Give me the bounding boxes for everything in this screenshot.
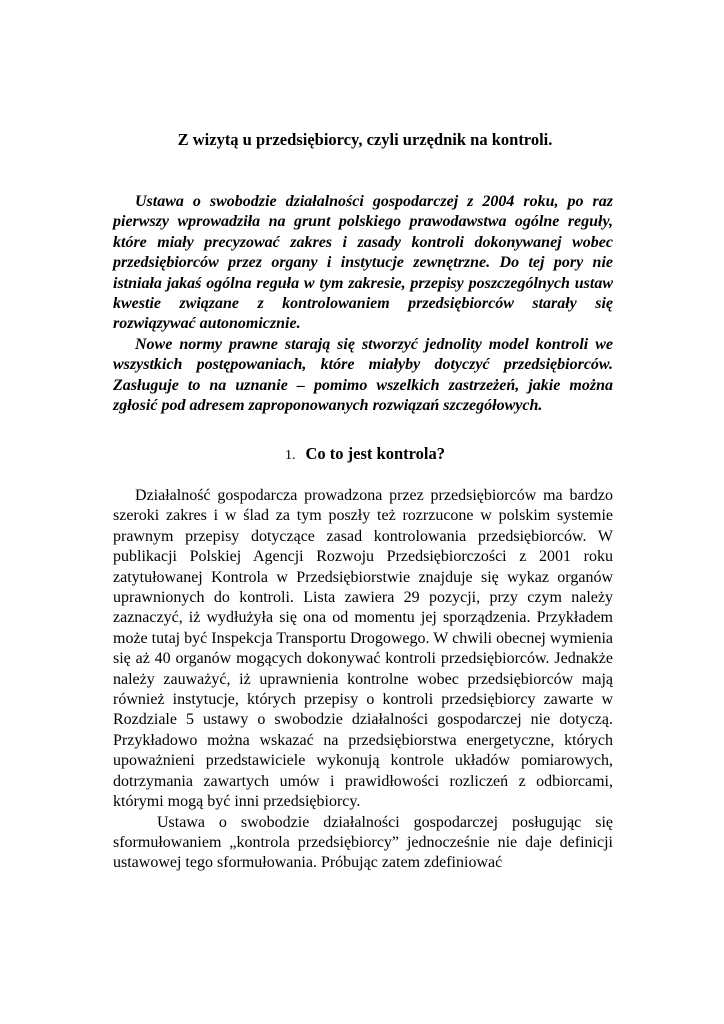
section-heading xyxy=(100,444,630,466)
intro-paragraph-2: Nowe normy prawne starają się stworzyć jednolity model kontroli we wszystkich postępowaniach, które miałyby dotyczyć przedsiębiorców. Zasługuje to na uznanie – pomimo wszelkich zastrzeżeń, jakie można zgłosić pod adresem zaproponowanych rozwiązań szczegółowych. xyxy=(113,335,613,415)
body-section xyxy=(113,486,613,874)
body-paragraph-2: Ustawa o swobodzie działalności gospodarczej posługując się sformułowaniem „kontrola przedsiębiorcy” jednocześnie nie daje definicji ustawowej tego sformułowania. Próbując zatem zdefiniować xyxy=(113,813,613,872)
section-title: Co to jest kontrola? xyxy=(305,444,445,463)
intro-paragraph-1: Ustawa o swobodzie działalności gospodarczej z 2004 roku, po raz pierwszy wprowadziła na grunt polskiego prawodawstwa ogólne reguły, które miały precyzować zakres i zasady kontroli dokonywanej wobec przedsiębiorców przez organy i instytucje zewnętrzne. Do tej pory nie istniała jakaś ogólna reguła w tym zakresie, przepisy poszczególnych ustaw kwestie związane z kontrolowaniem przedsiębiorców starały się rozwiązywać autonomicznie. xyxy=(113,193,613,333)
body-paragraph-1: Działalność gospodarcza prowadzona przez przedsiębiorców ma bardzo szeroki zakres i w ślad za tym poszły też rozrzucone w polskim systemie prawnym przepisy dotyczące zasad kontrolowania przedsiębiorców. W publikacji Polskiej Agencji Rozwoju Przedsiębiorczości z 2001 roku zatytułowanej Kontrola w Przedsiębiorstwie znajduje się wykaz organów uprawnionych do kontroli. Lista zawiera 29 pozycji, przy czym należy zaznaczyć, iż wydłużyła się ona od momentu jej sporządzenia. Przykładem może tutaj być Inspekcja Transportu Drogowego. W chwili obecnej wymienia się aż 40 organów mogących dokonywać kontroli przedsiębiorców. Jednakże należy zauważyć, iż uprawnienia kontrolne wobec przedsiębiorców mają również instytucje, których przepisy o kontroli przedsiębiorcy zawarte w Rozdziale 5 ustawy o swobodzie działalności gospodarczej nie dotyczą. Przykładowo można wskazać na przedsiębiorstwa energetyczne, których upoważnieni przedstawiciele wykonują kontrole układów pomiarowych, dotrzymania zawartych umów i prawidłowości rozliczeń z odbiorcami, którymi mogą być inni przedsiębiorcy. xyxy=(113,487,613,811)
intro-section xyxy=(113,192,613,416)
document-title: Z wizytą u przedsiębiorcy, czyli urzędnik na kontroli. xyxy=(177,130,553,149)
section-number: 1. xyxy=(285,448,296,463)
